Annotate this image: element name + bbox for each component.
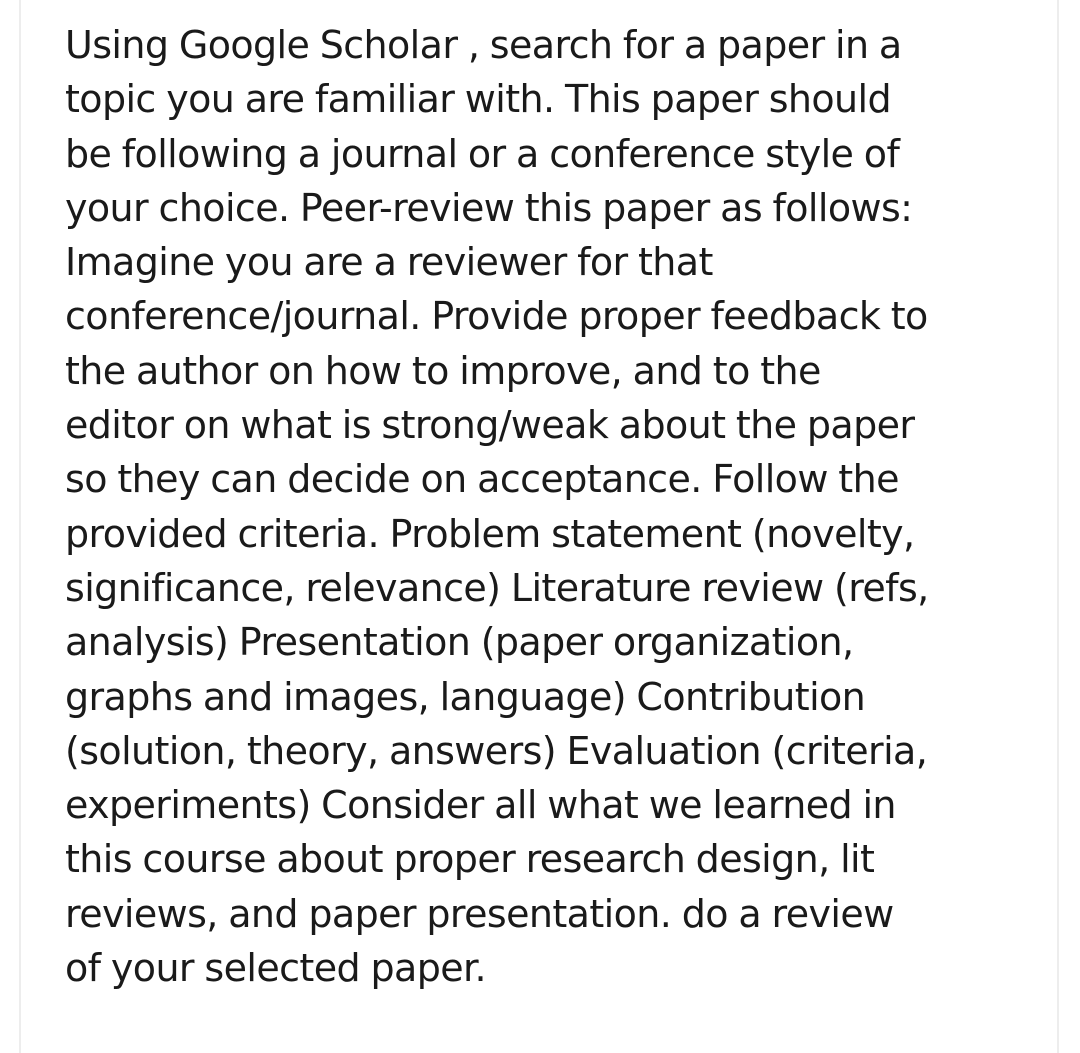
question-line: Using Google Scholar , search for a paper in a bbox=[65, 23, 902, 67]
question-line: this course about proper research design, lit bbox=[65, 837, 875, 882]
question-line: topic you are familiar with. This paper should bbox=[65, 77, 891, 122]
question-line: so they can decide on acceptance. Follow the bbox=[65, 457, 899, 502]
question-line: your choice. Peer-review this paper as follows: bbox=[65, 185, 913, 230]
question-line: provided criteria. Problem statement (novelty, bbox=[65, 511, 915, 556]
question-line: be following a journal or a conference style of bbox=[65, 131, 900, 176]
question-line: the author on how to improve, and to the bbox=[65, 348, 821, 393]
question-line: (solution, theory, answers) Evaluation (criteria, bbox=[65, 728, 928, 773]
question-text bbox=[65, 18, 1055, 995]
question-line: reviews, and paper presentation. do a review bbox=[65, 891, 894, 936]
question-line: editor on what is strong/weak about the paper bbox=[65, 403, 915, 448]
question-line: of your selected paper. bbox=[65, 946, 487, 991]
question-line: graphs and images, language) Contribution bbox=[65, 674, 866, 719]
question-line: significance, relevance) Literature review (refs, bbox=[65, 565, 929, 610]
question-line: experiments) Consider all what we learned in bbox=[65, 783, 896, 828]
question-line: analysis) Presentation (paper organization, bbox=[65, 620, 854, 665]
question-line: conference/journal. Provide proper feedback to bbox=[65, 294, 928, 339]
question-line: Imagine you are a reviewer for that bbox=[65, 240, 713, 285]
